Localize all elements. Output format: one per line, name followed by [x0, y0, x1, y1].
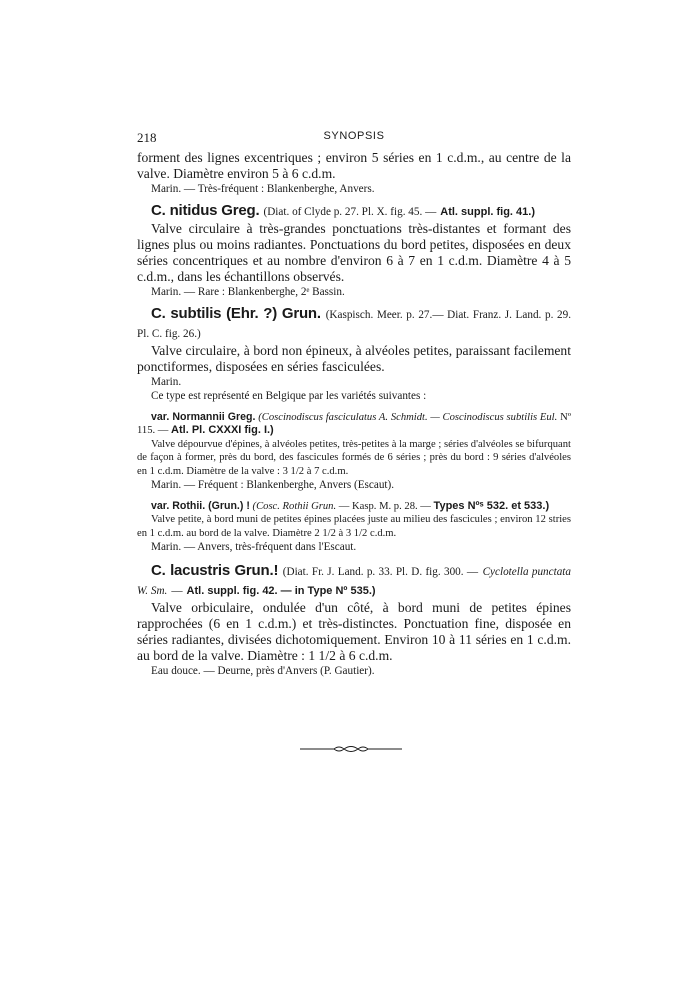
variety-reference: — Kasp. M. p. 28. —	[338, 501, 431, 513]
page-body	[137, 126, 571, 678]
intro-text: forment des lignes excentriques ; environ 5 séries en 1 c.d.m., au centre de la valve. Diamètre environ 5 à 6 c.d.m.	[137, 150, 571, 181]
variety-name: var. Normannii Greg.	[151, 411, 256, 423]
species-reference: (Diat. Fr. J. Land. p. 33. Pl. D. fig. 300. —	[282, 566, 479, 579]
species-description: Valve orbiculaire, ondulée d'un côté, à bord muni de petites épines rapprochées (6 en 1 c.d.m.) et très-distinctes. Ponctuation fine, disposée en séries radiantes, divisées dichotomiquement. Environ 10 à 11 séries en 1 c.d.m. au bord de la valve. Diamètre : 1 1/2 à 6 c.d.m.	[137, 600, 571, 664]
variety-synonym: (Coscinodiscus fasciculatus A. Schmidt. — Coscinodiscus subtilis Eul.	[258, 412, 558, 423]
species-description: Valve circulaire, à bord non épineux, à alvéoles petites, paraissant facilement ponctiformes, disposées en séries fasciculées.	[137, 343, 571, 374]
species-synonym: Cyclotella punctata W. Sm.	[137, 566, 571, 598]
species-reference: (Diat. of Clyde p. 27. Pl. X. fig. 45. —	[263, 206, 437, 218]
intro-locality: Marin. — Très-fréquent : Blankenberghe, Anvers.	[151, 183, 375, 195]
variety-locality: Marin. — Anvers, très-fréquent dans l'Escaut.	[151, 541, 357, 554]
species-name: C. nitidus Greg.	[151, 202, 260, 219]
reference-dash: —	[171, 585, 183, 598]
variety-name: var. Rothii. (Grun.) !	[151, 500, 250, 513]
species-name: C. subtilis (Ehr. ?) Grun.	[151, 305, 321, 322]
species-heading-nitidus	[137, 202, 571, 221]
species-name: C. lacustris Grun.!	[151, 562, 279, 580]
species-locality: Eau douce. — Deurne, près d'Anvers (P. Gautier).	[151, 665, 375, 678]
variety-synonym: (Cosc. Rothii Grun.	[252, 501, 337, 513]
species-heading-subtilis	[137, 305, 571, 343]
atlas-reference: Atl. suppl. fig. 41.)	[440, 206, 535, 218]
species-description: Valve circulaire à très-grandes ponctuations très-distantes et formant des lignes plus ou moins radiantes. Ponctuations du bord petites, disposées en deux séries concentriques et au nombre d'environ 6 à 7 en 1 c.d.m. Diamètre 4 à 5 c.d.m., dans les échantillons observés.	[137, 221, 571, 284]
variety-heading-normannii	[137, 411, 571, 438]
running-title: SYNOPSIS	[323, 130, 385, 142]
species-locality: Marin. — Rare : Blankenberghe, 2ᵉ Bassin.	[151, 286, 345, 298]
end-ornament	[300, 744, 402, 754]
variety-heading-rothii	[137, 500, 571, 513]
variety-description: Valve petite, à bord muni de petites épines placées juste au milieu des fascicules ; environ 12 stries en 1 c.d.m. au bord de la valve. Diamètre 2 1/2 à 3 1/2 c.d.m.	[137, 514, 571, 539]
variety-description: Valve dépourvue d'épines, à alvéoles petites, très-petites à la marge ; séries d'alvéoles se bifurquant de façon à former, près du bord, des fascicules formés de 6 séries ; près du bord : 9 séries d'alvéoles en 1 c.d.m. Diamètre de la valve : 3 1/2 à 7 c.d.m.	[137, 438, 571, 477]
variety-locality: Marin. — Fréquent : Blankenberghe, Anvers (Escaut).	[151, 479, 395, 492]
species-heading-lacustris	[137, 562, 571, 600]
species-reference: (Kaspisch. Meer. p. 27.— Diat. Franz. J. Land. p. 29. Pl. C. fig. 26.)	[137, 309, 571, 340]
species-locality: Marin.	[151, 376, 182, 388]
atlas-reference: Atl. Pl. CXXXI fig. I.)	[171, 424, 274, 437]
page-header	[137, 126, 571, 150]
type-reference: Types Nºˢ 532. et 533.)	[433, 500, 550, 513]
variety-number: Nº 115. —	[137, 412, 571, 437]
atlas-reference: Atl. suppl. fig. 42. — in Type Nº 535.)	[186, 585, 376, 598]
page-number: 218	[137, 130, 157, 145]
varieties-intro: Ce type est représenté en Belgique par les variétés suivantes :	[151, 390, 427, 402]
